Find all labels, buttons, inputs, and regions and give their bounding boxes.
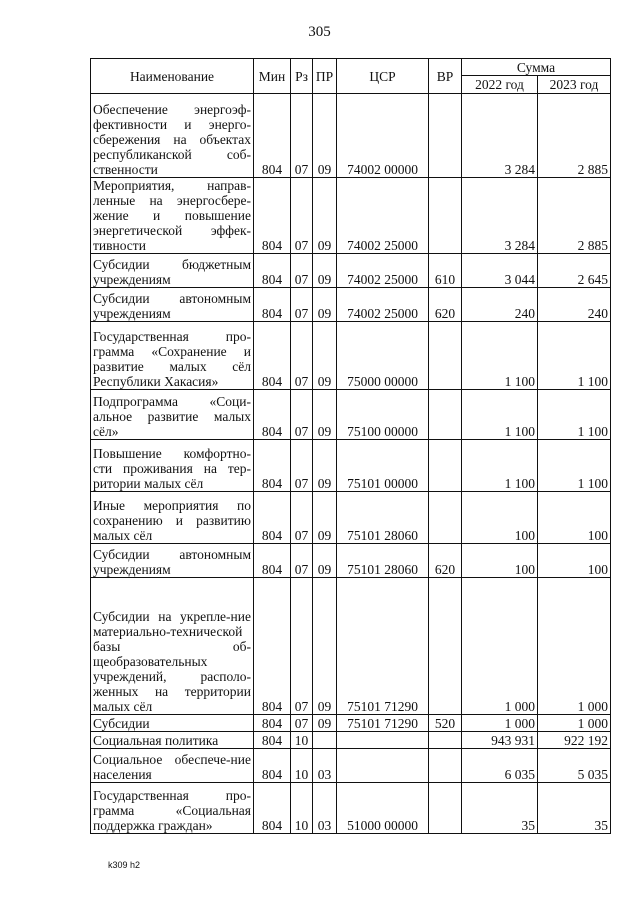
header-name: Наименование xyxy=(91,59,254,94)
page-number: 305 xyxy=(308,24,331,40)
row-amount-2023: 1 000 xyxy=(538,578,611,715)
row-name: Государственная про-грамма «Социальная поддержка граждан» xyxy=(91,783,254,834)
header-pr: ПР xyxy=(313,59,337,94)
table-row xyxy=(91,578,611,715)
row-min: 804 xyxy=(254,254,291,288)
row-pr: 09 xyxy=(313,390,337,440)
row-name: Мероприятия, направ-ленные на энергосбере-жение и повышение энергетической эффек-тивности xyxy=(91,178,254,254)
row-min: 804 xyxy=(254,749,291,783)
row-name: Субсидии автономным учреждениям xyxy=(91,288,254,322)
row-vr xyxy=(429,492,462,544)
table-row xyxy=(91,94,611,178)
row-rz: 07 xyxy=(291,390,313,440)
row-name: Подпрограмма «Соци-альное развитие малых сёл» xyxy=(91,390,254,440)
row-amount-2023: 35 xyxy=(538,783,611,834)
row-name: Субсидии бюджетным учреждениям xyxy=(91,254,254,288)
header-year-2023: 2023 год xyxy=(538,76,611,94)
row-name: Социальная политика xyxy=(91,732,254,749)
row-pr: 03 xyxy=(313,749,337,783)
row-pr: 09 xyxy=(313,178,337,254)
table-row xyxy=(91,732,611,749)
row-vr xyxy=(429,178,462,254)
budget-table xyxy=(90,58,611,834)
table-row xyxy=(91,178,611,254)
row-rz: 10 xyxy=(291,732,313,749)
row-rz: 07 xyxy=(291,492,313,544)
row-amount-2023: 100 xyxy=(538,492,611,544)
table-row xyxy=(91,254,611,288)
row-min: 804 xyxy=(254,178,291,254)
row-amount-2022: 3 284 xyxy=(462,178,538,254)
row-min: 804 xyxy=(254,715,291,732)
table-body xyxy=(91,94,611,834)
row-rz: 10 xyxy=(291,749,313,783)
footer-code: k309 h2 xyxy=(108,860,141,870)
row-amount-2022: 1 100 xyxy=(462,390,538,440)
header-csr: ЦСР xyxy=(337,59,429,94)
row-pr xyxy=(313,732,337,749)
row-amount-2023: 100 xyxy=(538,544,611,578)
row-vr xyxy=(429,749,462,783)
row-vr: 620 xyxy=(429,288,462,322)
row-csr: 75101 71290 xyxy=(337,715,429,732)
row-rz: 07 xyxy=(291,440,313,492)
row-pr: 09 xyxy=(313,254,337,288)
row-name: Иные мероприятия по сохранению и развитию малых сёл xyxy=(91,492,254,544)
row-pr: 09 xyxy=(313,544,337,578)
table-row xyxy=(91,715,611,732)
table-row xyxy=(91,390,611,440)
row-vr: 520 xyxy=(429,715,462,732)
row-csr: 74002 25000 xyxy=(337,254,429,288)
row-name: Субсидии на укрепле-ние материально-технической базы об-щеобразовательных учреждений, располо-женных на территории малых сёл xyxy=(91,578,254,715)
row-csr xyxy=(337,732,429,749)
row-csr: 74002 25000 xyxy=(337,178,429,254)
row-amount-2023: 1 100 xyxy=(538,440,611,492)
row-amount-2023: 2 885 xyxy=(538,178,611,254)
row-min: 804 xyxy=(254,783,291,834)
row-vr xyxy=(429,94,462,178)
header-sum: Сумма xyxy=(462,59,611,76)
row-amount-2023: 1 100 xyxy=(538,322,611,390)
table-row xyxy=(91,492,611,544)
row-rz: 07 xyxy=(291,94,313,178)
row-pr: 09 xyxy=(313,322,337,390)
row-amount-2023: 2 645 xyxy=(538,254,611,288)
table-row xyxy=(91,783,611,834)
row-vr xyxy=(429,578,462,715)
row-min: 804 xyxy=(254,492,291,544)
row-min: 804 xyxy=(254,544,291,578)
row-csr: 75101 71290 xyxy=(337,578,429,715)
table-row xyxy=(91,322,611,390)
row-rz: 07 xyxy=(291,178,313,254)
row-vr xyxy=(429,783,462,834)
row-min: 804 xyxy=(254,390,291,440)
row-amount-2022: 100 xyxy=(462,492,538,544)
header-vr: ВР xyxy=(429,59,462,94)
row-min: 804 xyxy=(254,440,291,492)
row-amount-2023: 1 000 xyxy=(538,715,611,732)
row-amount-2022: 1 000 xyxy=(462,715,538,732)
row-csr: 51000 00000 xyxy=(337,783,429,834)
row-vr: 620 xyxy=(429,544,462,578)
row-min: 804 xyxy=(254,732,291,749)
row-name: Субсидии автономным учреждениям xyxy=(91,544,254,578)
row-pr: 09 xyxy=(313,492,337,544)
row-csr: 75101 28060 xyxy=(337,544,429,578)
row-pr: 09 xyxy=(313,578,337,715)
header-min: Мин xyxy=(254,59,291,94)
row-amount-2023: 2 885 xyxy=(538,94,611,178)
row-rz: 07 xyxy=(291,322,313,390)
row-min: 804 xyxy=(254,94,291,178)
row-pr: 03 xyxy=(313,783,337,834)
row-amount-2023: 922 192 xyxy=(538,732,611,749)
row-amount-2023: 1 100 xyxy=(538,390,611,440)
row-csr xyxy=(337,749,429,783)
row-pr: 09 xyxy=(313,440,337,492)
row-amount-2022: 1 100 xyxy=(462,440,538,492)
row-min: 804 xyxy=(254,288,291,322)
row-amount-2023: 240 xyxy=(538,288,611,322)
header-year-2022: 2022 год xyxy=(462,76,538,94)
row-amount-2022: 240 xyxy=(462,288,538,322)
row-rz: 07 xyxy=(291,254,313,288)
row-min: 804 xyxy=(254,578,291,715)
row-rz: 07 xyxy=(291,288,313,322)
table-row xyxy=(91,749,611,783)
row-vr: 610 xyxy=(429,254,462,288)
row-amount-2022: 35 xyxy=(462,783,538,834)
row-csr: 74002 25000 xyxy=(337,288,429,322)
row-vr xyxy=(429,732,462,749)
row-rz: 10 xyxy=(291,783,313,834)
table-row xyxy=(91,440,611,492)
row-name: Повышение комфортно-сти проживания на тер-ритории малых сёл xyxy=(91,440,254,492)
row-name: Обеспечение энергоэф-фективности и энерго-сбережения на объектах республиканской соб-ственности xyxy=(91,94,254,178)
row-csr: 75100 00000 xyxy=(337,390,429,440)
row-csr: 75101 00000 xyxy=(337,440,429,492)
row-amount-2022: 1 100 xyxy=(462,322,538,390)
row-amount-2022: 3 044 xyxy=(462,254,538,288)
row-amount-2022: 6 035 xyxy=(462,749,538,783)
row-pr: 09 xyxy=(313,715,337,732)
row-vr xyxy=(429,390,462,440)
row-amount-2022: 3 284 xyxy=(462,94,538,178)
row-vr xyxy=(429,322,462,390)
row-min: 804 xyxy=(254,322,291,390)
row-rz: 07 xyxy=(291,544,313,578)
row-vr xyxy=(429,440,462,492)
table-row xyxy=(91,288,611,322)
row-amount-2022: 1 000 xyxy=(462,578,538,715)
row-name: Субсидии xyxy=(91,715,254,732)
row-amount-2022: 943 931 xyxy=(462,732,538,749)
row-rz: 07 xyxy=(291,715,313,732)
row-csr: 75000 00000 xyxy=(337,322,429,390)
row-pr: 09 xyxy=(313,288,337,322)
row-csr: 74002 00000 xyxy=(337,94,429,178)
table-row xyxy=(91,544,611,578)
row-csr: 75101 28060 xyxy=(337,492,429,544)
row-name: Социальное обеспече-ние населения xyxy=(91,749,254,783)
row-amount-2023: 5 035 xyxy=(538,749,611,783)
row-pr: 09 xyxy=(313,94,337,178)
header-rz: Рз xyxy=(291,59,313,94)
row-rz: 07 xyxy=(291,578,313,715)
row-name: Государственная про-грамма «Сохранение и развитие малых сёл Республики Хакасия» xyxy=(91,322,254,390)
row-amount-2022: 100 xyxy=(462,544,538,578)
